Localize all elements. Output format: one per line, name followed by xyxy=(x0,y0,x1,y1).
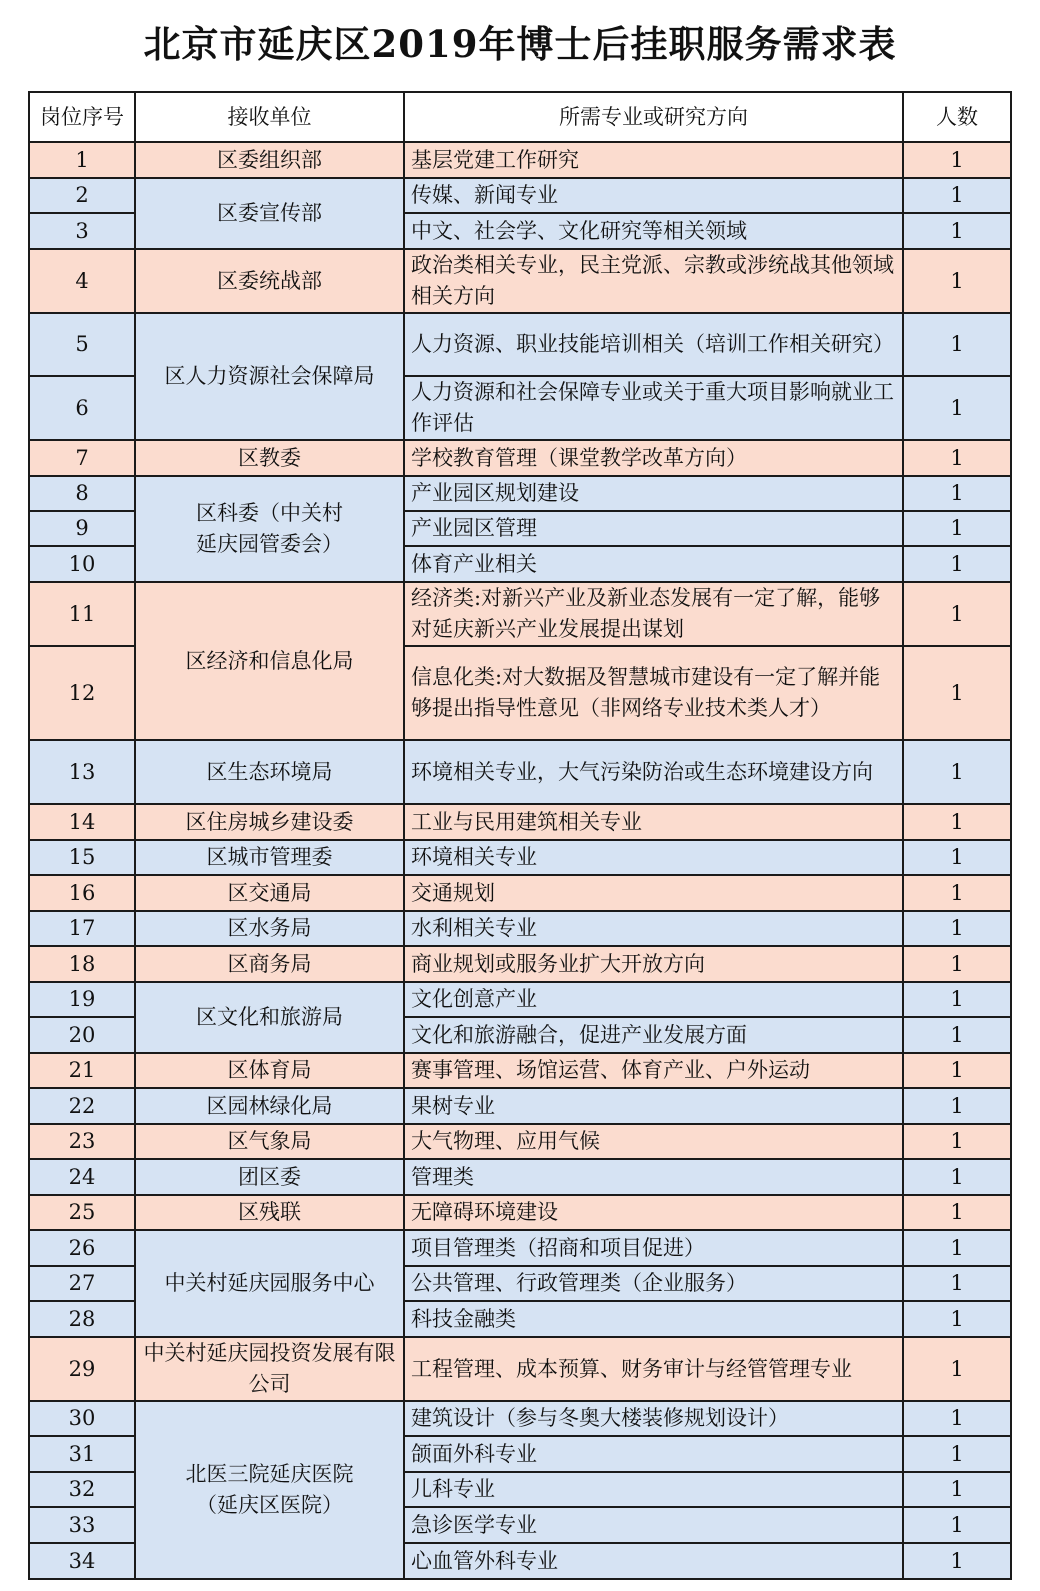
table-row xyxy=(29,1053,1011,1088)
row-count: 1 xyxy=(903,1124,1011,1159)
row-direction: 经济类:对新兴产业及新业态发展有一定了解，能够对延庆新兴产业发展提出谋划 xyxy=(404,582,903,646)
row-direction: 体育产业相关 xyxy=(404,546,903,582)
row-count: 1 xyxy=(903,1436,1011,1472)
table-row xyxy=(29,804,1011,840)
row-count: 1 xyxy=(903,476,1011,511)
header-num: 岗位序号 xyxy=(29,92,135,142)
row-num: 9 xyxy=(29,511,135,546)
row-unit: 区城市管理委 xyxy=(135,840,404,875)
row-direction: 交通规划 xyxy=(404,875,903,911)
row-unit: 区园林绿化局 xyxy=(135,1088,404,1124)
row-unit: 区生态环境局 xyxy=(135,740,404,804)
table-row xyxy=(29,178,1011,213)
row-num: 23 xyxy=(29,1124,135,1159)
row-direction: 管理类 xyxy=(404,1159,903,1195)
table-row xyxy=(29,1195,1011,1230)
row-direction: 水利相关专业 xyxy=(404,911,903,946)
row-num: 22 xyxy=(29,1088,135,1124)
row-unit: 北医三院延庆医院（延庆区医院） xyxy=(135,1401,404,1579)
table-row xyxy=(29,875,1011,911)
demand-table xyxy=(28,91,1012,1580)
row-direction: 科技金融类 xyxy=(404,1301,903,1337)
row-direction: 人力资源和社会保障专业或关于重大项目影响就业工作评估 xyxy=(404,376,903,440)
table-row xyxy=(29,982,1011,1017)
row-unit: 区教委 xyxy=(135,440,404,476)
row-count: 1 xyxy=(903,1337,1011,1401)
table-row xyxy=(29,946,1011,982)
row-direction: 学校教育管理（课堂教学改革方向） xyxy=(404,440,903,476)
row-unit: 区文化和旅游局 xyxy=(135,982,404,1053)
row-num: 15 xyxy=(29,840,135,875)
row-direction: 商业规划或服务业扩大开放方向 xyxy=(404,946,903,982)
row-count: 1 xyxy=(903,946,1011,982)
row-num: 3 xyxy=(29,213,135,249)
row-num: 10 xyxy=(29,546,135,582)
row-unit: 区商务局 xyxy=(135,946,404,982)
row-direction: 环境相关专业，大气污染防治或生态环境建设方向 xyxy=(404,740,903,804)
row-direction: 信息化类:对大数据及智慧城市建设有一定了解并能够提出指导性意见（非网络专业技术类人才） xyxy=(404,646,903,740)
row-num: 34 xyxy=(29,1543,135,1579)
row-num: 26 xyxy=(29,1230,135,1266)
header-direction: 所需专业或研究方向 xyxy=(404,92,903,142)
page-title: 北京市延庆区2019年博士后挂职服务需求表 xyxy=(143,22,897,66)
table-header-row xyxy=(29,92,1011,142)
row-direction: 工程管理、成本预算、财务审计与经管管理专业 xyxy=(404,1337,903,1401)
row-direction: 果树专业 xyxy=(404,1088,903,1124)
row-count: 1 xyxy=(903,376,1011,440)
row-num: 1 xyxy=(29,142,135,178)
row-count: 1 xyxy=(903,804,1011,840)
row-unit: 区水务局 xyxy=(135,911,404,946)
row-direction: 无障碍环境建设 xyxy=(404,1195,903,1230)
row-unit: 区体育局 xyxy=(135,1053,404,1088)
row-direction: 项目管理类（招商和项目促进） xyxy=(404,1230,903,1266)
row-num: 20 xyxy=(29,1017,135,1053)
table-row xyxy=(29,476,1011,511)
table-row xyxy=(29,840,1011,875)
row-unit: 区委宣传部 xyxy=(135,178,404,249)
row-num: 32 xyxy=(29,1472,135,1507)
row-unit: 区委统战部 xyxy=(135,249,404,313)
row-num: 14 xyxy=(29,804,135,840)
row-direction: 文化和旅游融合，促进产业发展方面 xyxy=(404,1017,903,1053)
row-direction: 产业园区管理 xyxy=(404,511,903,546)
row-unit: 区科委（中关村延庆园管委会） xyxy=(135,476,404,582)
table-row xyxy=(29,1401,1011,1436)
row-num: 19 xyxy=(29,982,135,1017)
row-unit: 区人力资源社会保障局 xyxy=(135,313,404,440)
table-row xyxy=(29,1337,1011,1401)
row-count: 1 xyxy=(903,582,1011,646)
row-count: 1 xyxy=(903,875,1011,911)
row-num: 29 xyxy=(29,1337,135,1401)
row-unit: 区气象局 xyxy=(135,1124,404,1159)
row-num: 11 xyxy=(29,582,135,646)
row-direction: 大气物理、应用气候 xyxy=(404,1124,903,1159)
row-direction: 心血管外科专业 xyxy=(404,1543,903,1579)
row-num: 28 xyxy=(29,1301,135,1337)
row-num: 13 xyxy=(29,740,135,804)
row-direction: 中文、社会学、文化研究等相关领域 xyxy=(404,213,903,249)
row-count: 1 xyxy=(903,1401,1011,1436)
row-num: 27 xyxy=(29,1266,135,1301)
table-row xyxy=(29,1124,1011,1159)
row-num: 12 xyxy=(29,646,135,740)
table-row xyxy=(29,911,1011,946)
row-unit: 区残联 xyxy=(135,1195,404,1230)
row-unit: 中关村延庆园投资发展有限公司 xyxy=(135,1337,404,1401)
row-num: 24 xyxy=(29,1159,135,1195)
row-unit: 区经济和信息化局 xyxy=(135,582,404,740)
row-count: 1 xyxy=(903,1230,1011,1266)
row-direction: 人力资源、职业技能培训相关（培训工作相关研究） xyxy=(404,313,903,376)
row-direction: 环境相关专业 xyxy=(404,840,903,875)
row-num: 8 xyxy=(29,476,135,511)
row-num: 31 xyxy=(29,1436,135,1472)
table-row xyxy=(29,1088,1011,1124)
row-count: 1 xyxy=(903,249,1011,313)
table-row xyxy=(29,582,1011,646)
row-count: 1 xyxy=(903,313,1011,376)
row-direction: 传媒、新闻专业 xyxy=(404,178,903,213)
row-direction: 政治类相关专业，民主党派、宗教或涉统战其他领域相关方向 xyxy=(404,249,903,313)
row-count: 1 xyxy=(903,1159,1011,1195)
header-unit: 接收单位 xyxy=(135,92,404,142)
row-count: 1 xyxy=(903,740,1011,804)
row-unit: 中关村延庆园服务中心 xyxy=(135,1230,404,1337)
header-count: 人数 xyxy=(903,92,1011,142)
row-direction: 颌面外科专业 xyxy=(404,1436,903,1472)
row-count: 1 xyxy=(903,911,1011,946)
row-num: 18 xyxy=(29,946,135,982)
row-count: 1 xyxy=(903,1543,1011,1579)
row-count: 1 xyxy=(903,511,1011,546)
row-count: 1 xyxy=(903,982,1011,1017)
row-num: 7 xyxy=(29,440,135,476)
row-direction: 文化创意产业 xyxy=(404,982,903,1017)
row-count: 1 xyxy=(903,1088,1011,1124)
table-row xyxy=(29,142,1011,178)
row-num: 30 xyxy=(29,1401,135,1436)
row-num: 17 xyxy=(29,911,135,946)
row-num: 21 xyxy=(29,1053,135,1088)
row-num: 6 xyxy=(29,376,135,440)
table-row xyxy=(29,313,1011,376)
row-count: 1 xyxy=(903,840,1011,875)
row-direction: 产业园区规划建设 xyxy=(404,476,903,511)
row-unit: 区住房城乡建设委 xyxy=(135,804,404,840)
row-direction: 建筑设计（参与冬奥大楼装修规划设计） xyxy=(404,1401,903,1436)
row-count: 1 xyxy=(903,1301,1011,1337)
table-row xyxy=(29,1159,1011,1195)
row-num: 2 xyxy=(29,178,135,213)
table-row xyxy=(29,440,1011,476)
row-unit: 区委组织部 xyxy=(135,142,404,178)
row-num: 16 xyxy=(29,875,135,911)
row-num: 33 xyxy=(29,1507,135,1543)
row-count: 1 xyxy=(903,1195,1011,1230)
row-unit: 团区委 xyxy=(135,1159,404,1195)
row-count: 1 xyxy=(903,213,1011,249)
row-count: 1 xyxy=(903,646,1011,740)
row-num: 25 xyxy=(29,1195,135,1230)
row-direction: 基层党建工作研究 xyxy=(404,142,903,178)
row-count: 1 xyxy=(903,1507,1011,1543)
table-row xyxy=(29,740,1011,804)
row-direction: 公共管理、行政管理类（企业服务） xyxy=(404,1266,903,1301)
table-row xyxy=(29,249,1011,313)
row-direction: 工业与民用建筑相关专业 xyxy=(404,804,903,840)
row-count: 1 xyxy=(903,546,1011,582)
row-unit: 区交通局 xyxy=(135,875,404,911)
row-num: 4 xyxy=(29,249,135,313)
table-row xyxy=(29,1230,1011,1266)
row-num: 5 xyxy=(29,313,135,376)
row-count: 1 xyxy=(903,440,1011,476)
row-direction: 急诊医学专业 xyxy=(404,1507,903,1543)
row-count: 1 xyxy=(903,1472,1011,1507)
row-count: 1 xyxy=(903,1017,1011,1053)
row-count: 1 xyxy=(903,178,1011,213)
row-direction: 儿科专业 xyxy=(404,1472,903,1507)
row-direction: 赛事管理、场馆运营、体育产业、户外运动 xyxy=(404,1053,903,1088)
row-count: 1 xyxy=(903,1266,1011,1301)
row-count: 1 xyxy=(903,142,1011,178)
row-count: 1 xyxy=(903,1053,1011,1088)
